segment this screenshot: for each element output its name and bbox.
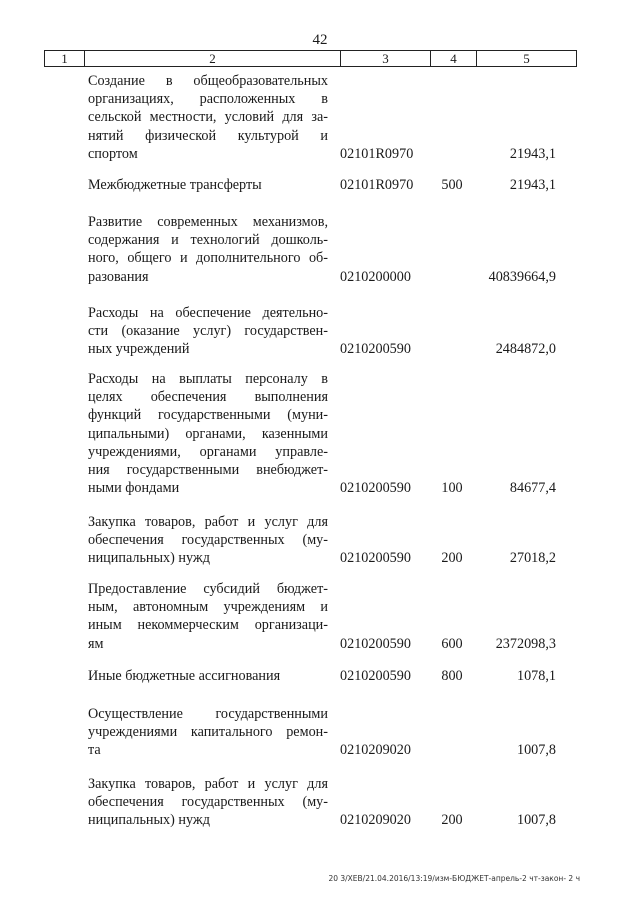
row-name-line: Расходы на выплаты персоналу в: [88, 371, 328, 387]
row-name: [88, 176, 328, 194]
column-header-row: [45, 51, 577, 67]
row-name-line: ных учреждений: [88, 341, 190, 358]
row-expense-type: 200: [441, 550, 463, 567]
row-amount: 1007,8: [516, 812, 556, 829]
column-header-1: 1: [45, 51, 85, 67]
column-header-3: 3: [341, 51, 431, 67]
row-name-line: иным некоммерческим организаци-: [88, 617, 328, 634]
row-name: [88, 304, 328, 359]
row-code: 0210200590: [340, 341, 411, 358]
row-name-line: ния государственными внебюджет-: [88, 462, 328, 479]
row-code: 0210200590: [340, 668, 411, 684]
row-name-line: содержания и технологий дошколь-: [88, 232, 328, 249]
row-name-line: ным, автономным учреждениям и: [88, 599, 328, 616]
row-name: [88, 513, 328, 568]
row-code: 0210200590: [340, 635, 411, 652]
row-code: 02101R0970: [340, 177, 414, 193]
row-name-line: учреждениями, органами управле-: [88, 443, 328, 460]
row-name-line: сти (оказание услуг) государствен-: [88, 323, 328, 340]
row-expense-type: 500: [441, 177, 463, 193]
row-expense-type: 800: [441, 668, 463, 684]
row-name: [88, 72, 328, 163]
row-name: [88, 705, 328, 760]
row-name-line: ного, общего и дополнительного об-: [88, 250, 328, 267]
row-name-line: Иные бюджетные ассигнования: [88, 668, 281, 684]
row-amount: 1007,8: [516, 742, 556, 759]
row-name: [88, 370, 328, 497]
column-header-table: [44, 50, 577, 67]
row-name-line: организациях, расположенных в: [88, 91, 328, 108]
row-amount: 21943,1: [509, 177, 556, 193]
row-name-line: функций государственными (муни-: [88, 407, 328, 424]
row-amount: 2372098,3: [495, 635, 556, 652]
row-name-line: Развитие современных механизмов,: [88, 214, 328, 230]
row-name-line: нятий физической культурой и: [88, 127, 328, 144]
column-header-4: 4: [431, 51, 477, 67]
row-code: 0210200000: [340, 268, 411, 285]
row-name: [88, 775, 328, 830]
row-name-line: сельской местности, условий для за-: [88, 109, 328, 126]
row-code: 02101R0970: [340, 145, 414, 162]
row-name-line: Осуществление государственными: [88, 706, 328, 722]
row-name: [88, 213, 328, 286]
row-name-line: обеспечения государственных (му-: [88, 794, 328, 811]
row-code: 0210200590: [340, 480, 411, 497]
row-name-line: ными фондами: [88, 480, 180, 497]
row-name-line: ниципальных) нужд: [88, 550, 210, 567]
row-name: [88, 580, 328, 653]
row-name: [88, 667, 328, 685]
row-name-line: целях обеспечения выполнения: [88, 389, 328, 406]
column-header-2: 2: [85, 51, 341, 67]
row-amount: 27018,2: [509, 550, 556, 567]
row-code: 0210209020: [340, 812, 411, 829]
row-name-line: ципальными) органами, казенными: [88, 425, 328, 442]
row-name-line: спортом: [88, 145, 138, 162]
row-name-line: Создание в общеобразовательных: [88, 73, 328, 89]
row-expense-type: 100: [441, 480, 463, 497]
row-name-line: обеспечения государственных (му-: [88, 532, 328, 549]
row-name-line: ниципальных) нужд: [88, 812, 210, 829]
column-header-5: 5: [477, 51, 577, 67]
row-amount: 84677,4: [509, 480, 556, 497]
row-code: 0210209020: [340, 742, 411, 759]
row-name-line: Межбюджетные трансферты: [88, 177, 262, 193]
row-code: 0210200590: [340, 550, 411, 567]
row-amount: 1078,1: [516, 668, 556, 684]
row-expense-type: 200: [441, 812, 463, 829]
row-expense-type: 600: [441, 635, 463, 652]
row-name-line: Расходы на обеспечение деятельно-: [88, 305, 328, 321]
row-name-line: та: [88, 742, 101, 759]
row-name-line: разования: [88, 268, 149, 285]
row-name-line: учреждениями капитального ремон-: [88, 724, 328, 741]
row-amount: 2484872,0: [495, 341, 556, 358]
row-name-line: Предоставление субсидий бюджет-: [88, 581, 328, 597]
page-number: 42: [312, 32, 328, 48]
row-amount: 21943,1: [509, 145, 556, 162]
footer-note: 20 3/ХЕВ/21.04.2016/13:19/изм-БЮДЖЕТ-апрель-2 чт-закон- 2 ч: [328, 874, 580, 883]
row-name-line: ям: [88, 635, 104, 652]
row-amount: 40839664,9: [488, 268, 556, 285]
row-name-line: Закупка товаров, работ и услуг для: [88, 514, 328, 530]
row-name-line: Закупка товаров, работ и услуг для: [88, 776, 328, 792]
